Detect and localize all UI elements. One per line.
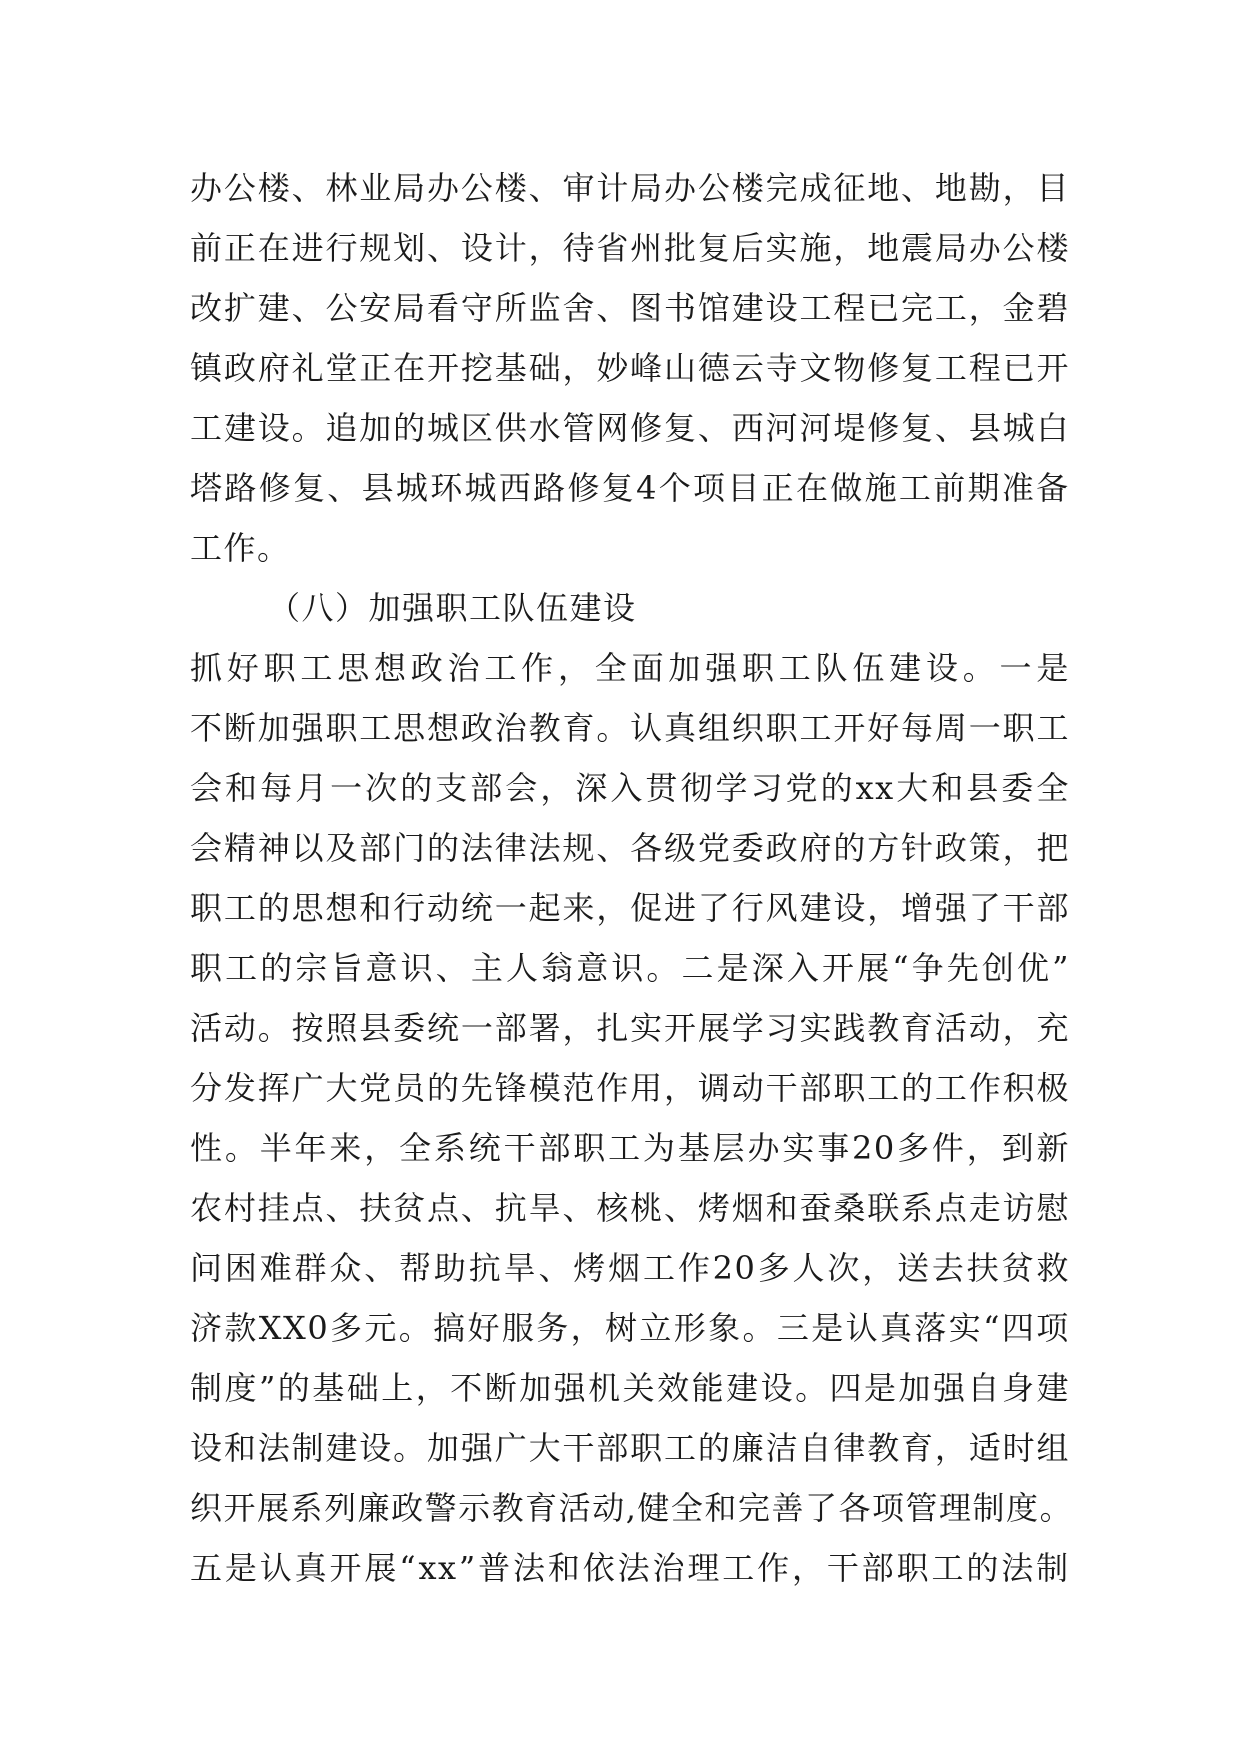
paragraph-line: 会 精 神 以 及 部 门 的 法 律 法 规 、 各 级 党 委 政 府 的 方 针 政 策 ， 把 <box>190 829 1070 867</box>
paragraph-line: 镇 政 府 礼 堂 正 在 开 挖 基 础 ， 妙 峰 山 德 云 寺 文 物 修 复 工 程 已 开 <box>190 349 1070 387</box>
paragraph-line: 分 发 挥 广 大 党 员 的 先 锋 模 范 作 用 ， 调 动 干 部 职 工 的 工 作 积 极 <box>190 1069 1070 1107</box>
paragraph-line: 设 和 法 制 建 设 。 加 强 广 大 干 部 职 工 的 廉 洁 自 律 教 育 ， 适 时 组 <box>190 1429 1070 1467</box>
paragraph-line: 制 度 ” 的 基 础 上 ， 不 断 加 强 机 关 效 能 建 设 。 四 是 加 强 自 身 建 <box>190 1369 1070 1407</box>
paragraph-line: 工 建 设 。 追 加 的 城 区 供 水 管 网 修 复 、 西 河 河 堤 修 复 、 县 城 白 <box>190 409 1070 447</box>
paragraph-line: 职 工 的 思 想 和 行 动 统 一 起 来 ， 促 进 了 行 风 建 设 ， 增 强 了 干 部 <box>190 889 1070 927</box>
paragraph-line: 塔 路 修 复 、 县 城 环 城 西 路 修 复 4 个 项 目 正 在 做 施 工 前 期 准 备 <box>190 469 1070 507</box>
paragraph-line: 职 工 的 宗 旨 意 识 、 主 人 翁 意 识 。 二 是 深 入 开 展 “ 争 先 创 优 ” <box>190 949 1070 987</box>
paragraph-line: 织 开 展 系 列 廉 政 警 示 教 育 活 动 , 健 全 和 完 善 了 各 项 管 理 制 度 。 <box>190 1489 1074 1527</box>
paragraph-line: 前 正 在 进 行 规 划 、 设 计 ， 待 省 州 批 复 后 实 施 ， 地 震 局 办 公 楼 <box>190 229 1070 267</box>
paragraph-line: 不 断 加 强 职 工 思 想 政 治 教 育 。 认 真 组 织 职 工 开 好 每 周 一 职 工 <box>190 709 1070 747</box>
paragraph-line: 五 是 认 真 开 展 “ xx ” 普 法 和 依 法 治 理 工 作 ， 干 部 职 工 的 法 制 <box>190 1549 1070 1587</box>
paragraph-line: 问 困 难 群 众 、 帮 助 抗 旱 、 烤 烟 工 作 20 多 人 次 ， 送 去 扶 贫 救 <box>190 1249 1070 1287</box>
paragraph-line: 活 动 。 按 照 县 委 统 一 部 署 ， 扎 实 开 展 学 习 实 践 教 育 活 动 ， 充 <box>190 1009 1070 1047</box>
paragraph-line: 抓 好 职 工 思 想 政 治 工 作 ， 全 面 加 强 职 工 队 伍 建 设 。 一 是 <box>190 649 1070 687</box>
paragraph-line: 性 。 半 年 来 ， 全 系 统 干 部 职 工 为 基 层 办 实 事 20 多 件 ， 到 新 <box>190 1129 1070 1167</box>
document-body <box>190 158 1074 1598</box>
paragraph-line: 会 和 每 月 一 次 的 支 部 会 ， 深 入 贯 彻 学 习 党 的 xx 大 和 县 委 全 <box>190 769 1070 807</box>
paragraph-line: 农 村 挂 点 、 扶 贫 点 、 抗 旱 、 核 桃 、 烤 烟 和 蚕 桑 联 系 点 走 访 慰 <box>190 1189 1070 1227</box>
paragraph-line: 改 扩 建 、 公 安 局 看 守 所 监 舍 、 图 书 馆 建 设 工 程 已 完 工 ， 金 碧 <box>190 289 1070 327</box>
paragraph-line: 办 公 楼 、 林 业 局 办 公 楼 、 审 计 局 办 公 楼 完 成 征 地 、 地 勘 ， 目 <box>190 169 1070 207</box>
paragraph-line: 济 款 XX0 多 元 。 搞 好 服 务 ， 树 立 形 象 。 三 是 认 真 落 实 “ 四 项 <box>190 1309 1070 1347</box>
paragraph-line: 工作。 <box>190 529 291 567</box>
section-heading: （八）加强职工队伍建设 <box>268 589 637 627</box>
